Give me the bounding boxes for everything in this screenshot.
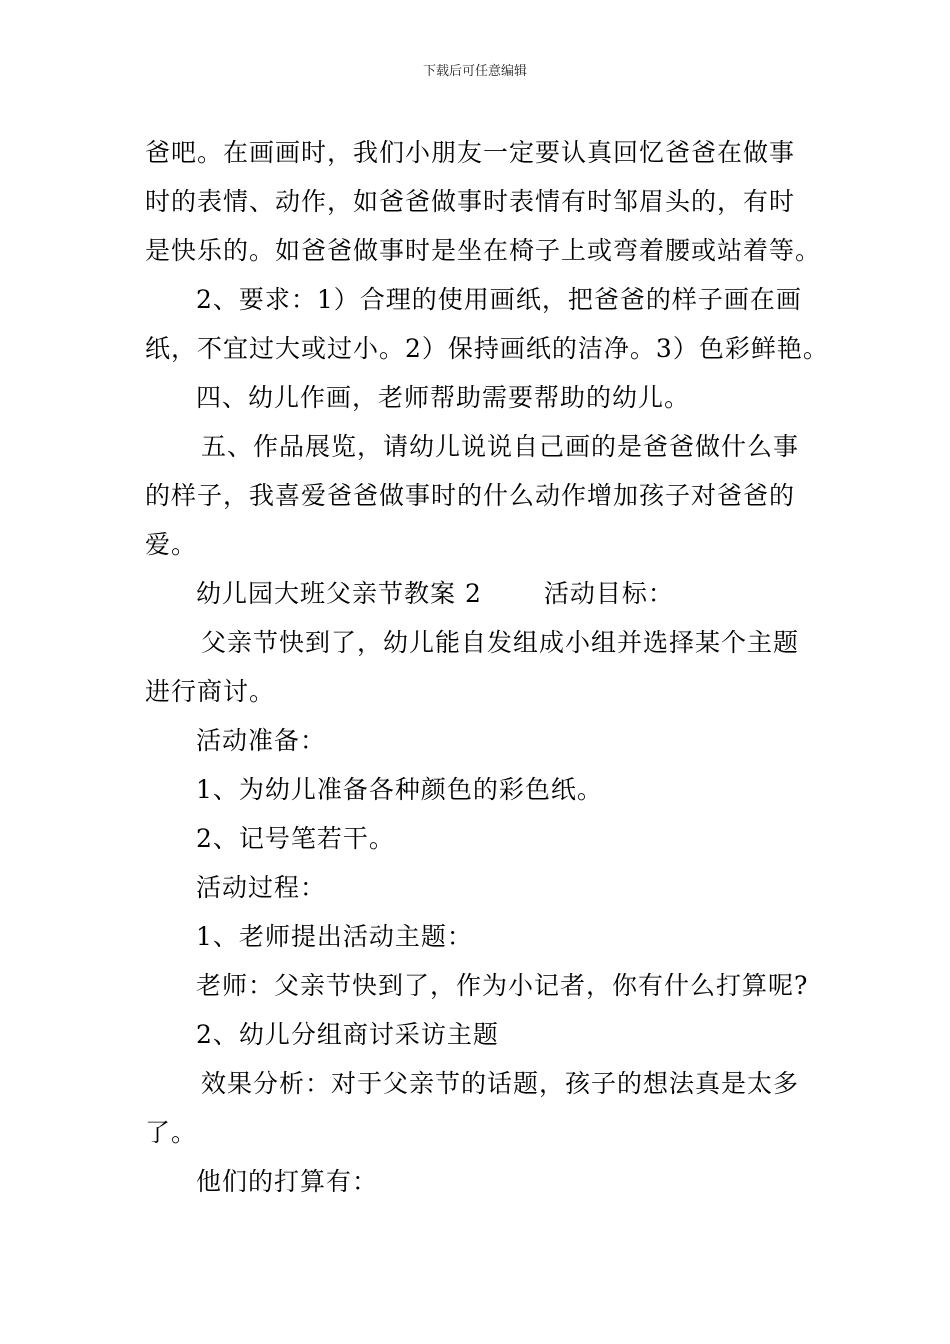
lesson-title: 幼儿园大班父亲节教案 2 — [196, 579, 482, 608]
paragraph-line: 时的表情、动作，如爸爸做事时表情有时邹眉头的，有时 — [145, 187, 796, 216]
process-item: 2、幼儿分组商讨采访主题 — [196, 1020, 499, 1049]
step-five-line: 爱。 — [145, 530, 198, 559]
step-five-line: 五、作品展览，请幼儿说说自己画的是爸爸做什么事 — [201, 432, 800, 461]
goal-label: 活动目标： — [543, 579, 674, 608]
lesson-title-line — [145, 569, 815, 618]
preparation-item: 1、为幼儿准备各种颜色的彩色纸。 — [196, 775, 603, 804]
page-header: 下载后可任意编辑 — [422, 64, 527, 79]
goal-line: 父亲节快到了，幼儿能自发组成小组并选择某个主题 — [201, 628, 800, 657]
step-four: 四、幼儿作画，老师帮助需要帮助的幼儿。 — [196, 383, 691, 412]
process-item: 1、老师提出活动主题： — [196, 922, 473, 951]
preparation-heading: 活动准备： — [196, 726, 327, 755]
requirements-line: 2、要求：1）合理的使用画纸，把爸爸的样子画在画 — [196, 285, 802, 314]
analysis-line: 效果分析：对于父亲节的话题，孩子的想法真是太多 — [201, 1069, 800, 1098]
paragraph-line: 爸吧。在画画时，我们小朋友一定要认真回忆爸爸在做事 — [145, 138, 796, 167]
teacher-quote: 老师：父亲节快到了，作为小记者，你有什么打算呢? — [196, 971, 809, 1000]
analysis-line: 了。 — [145, 1118, 198, 1147]
process-heading: 活动过程： — [196, 873, 327, 902]
paragraph-line: 是快乐的。如爸爸做事时是坐在椅子上或弯着腰或站着等。 — [145, 236, 822, 265]
document-body — [145, 128, 829, 1206]
preparation-item: 2、记号笔若干。 — [196, 824, 395, 853]
goal-line: 进行商讨。 — [145, 677, 276, 706]
requirements-line: 纸，不宜过大或过小。2）保持画纸的洁净。3）色彩鲜艳。 — [145, 334, 829, 363]
step-five-line: 的样子，我喜爱爸爸做事时的什么动作增加孩子对爸爸的 — [145, 481, 796, 510]
plans-heading: 他们的打算有： — [196, 1167, 379, 1196]
